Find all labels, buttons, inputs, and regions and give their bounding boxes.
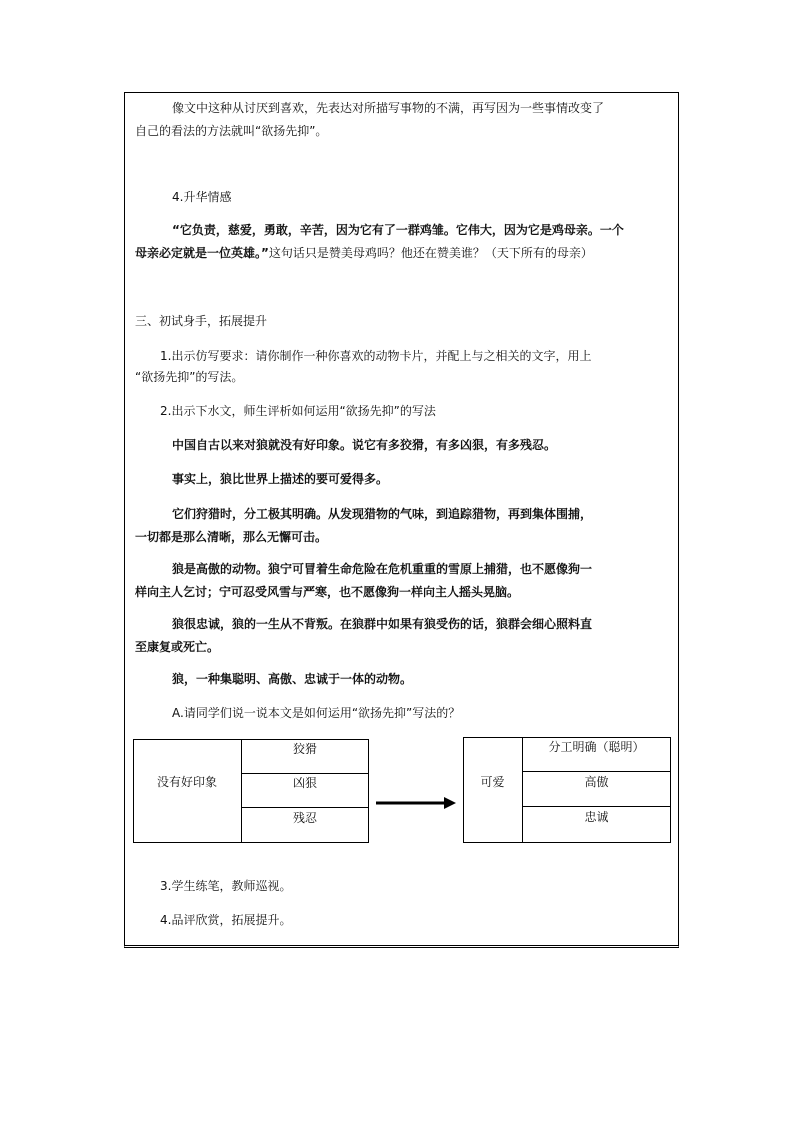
essay-p3-line1: 它们狩猎时，分工极其明确。从发现猎物的气味，到追踪猎物，再到集体围捕， xyxy=(172,507,593,521)
diagram-left-item: 残忍 xyxy=(292,811,317,825)
quote-line1: “它负责，慈爱，勇敢，辛苦，因为它有了一群鸡雏。它伟大，因为它是鸡母亲。一个 xyxy=(172,223,624,237)
diagram-right-row-line-1 xyxy=(522,771,671,772)
item2: 2.出示下水文，师生评析如何运用“欲扬先抑”的写法 xyxy=(160,404,436,418)
quote-line2-bold: 母亲必定就是一位英雄。” xyxy=(135,246,269,260)
para1-line1: 像文中这种从讨厌到喜欢，先表达对所描写事物的不满，再写因为一些事情改变了 xyxy=(172,101,605,115)
diagram-right-row-line-2 xyxy=(522,806,671,807)
diagram-left-label: 没有好印象 xyxy=(156,775,217,789)
diagram-right-label: 可爱 xyxy=(480,775,505,789)
essay-p2: 事实上，狼比世界上描述的要可爱得多。 xyxy=(172,472,389,486)
step4-title: 4.升华情感 xyxy=(172,190,232,204)
diagram-right-item: 分工明确（聪明） xyxy=(548,740,645,754)
essay-p3-line2: 一切都是那么清晰，那么无懈可击。 xyxy=(135,530,328,544)
item4: 4.品评欣赏，拓展提升。 xyxy=(160,913,292,927)
diagram-right-item: 高傲 xyxy=(584,775,609,789)
diagram-arrow-icon xyxy=(376,796,456,810)
diagram-right-item: 忠诚 xyxy=(584,810,609,824)
essay-p6: 狼，一种集聪明、高傲、忠诚于一体的动物。 xyxy=(172,672,413,686)
diagram-left-row-line-1 xyxy=(241,773,369,774)
question-a: A.请同学们说一说本文是如何运用“欲扬先抑”写法的？ xyxy=(172,706,461,720)
para1-line2: 自己的看法的方法就叫“欲扬先抑”。 xyxy=(135,124,328,138)
essay-p1: 中国自古以来对狼就没有好印象。说它有多狡猾，有多凶狠，有多残忍。 xyxy=(172,438,557,452)
item1-line2: “欲扬先抑”的写法。 xyxy=(135,370,244,384)
diagram-left-row-line-2 xyxy=(241,807,369,808)
essay-p4-line1: 狼是高傲的动物。狼宁可冒着生命危险在危机重重的雪原上捕猎，也不愿像狗一 xyxy=(172,562,593,576)
essay-p5-line1: 狼很忠诚，狼的一生从不背叛。在狼群中如果有狼受伤的话，狼群会细心照料直 xyxy=(172,617,593,631)
item1-line1: 1.出示仿写要求：请你制作一种你喜欢的动物卡片，并配上与之相关的文字，用上 xyxy=(160,349,592,363)
quote-line2-rest: 这句话只是赞美母鸡吗？他还在赞美谁？（天下所有的母亲） xyxy=(268,246,593,260)
essay-p4-line2: 样向主人乞讨；宁可忍受风雪与严寒，也不愿像狗一样向主人摇头晃脑。 xyxy=(135,585,520,599)
diagram-left-item: 狡猾 xyxy=(292,742,317,756)
item3: 3.学生练笔，教师巡视。 xyxy=(160,879,292,893)
essay-p5-line2: 至康复或死亡。 xyxy=(135,640,220,654)
quote-line2 xyxy=(135,246,593,260)
diagram-left-item: 凶狠 xyxy=(292,776,317,790)
section3-title: 三、初试身手，拓展提升 xyxy=(135,314,268,328)
